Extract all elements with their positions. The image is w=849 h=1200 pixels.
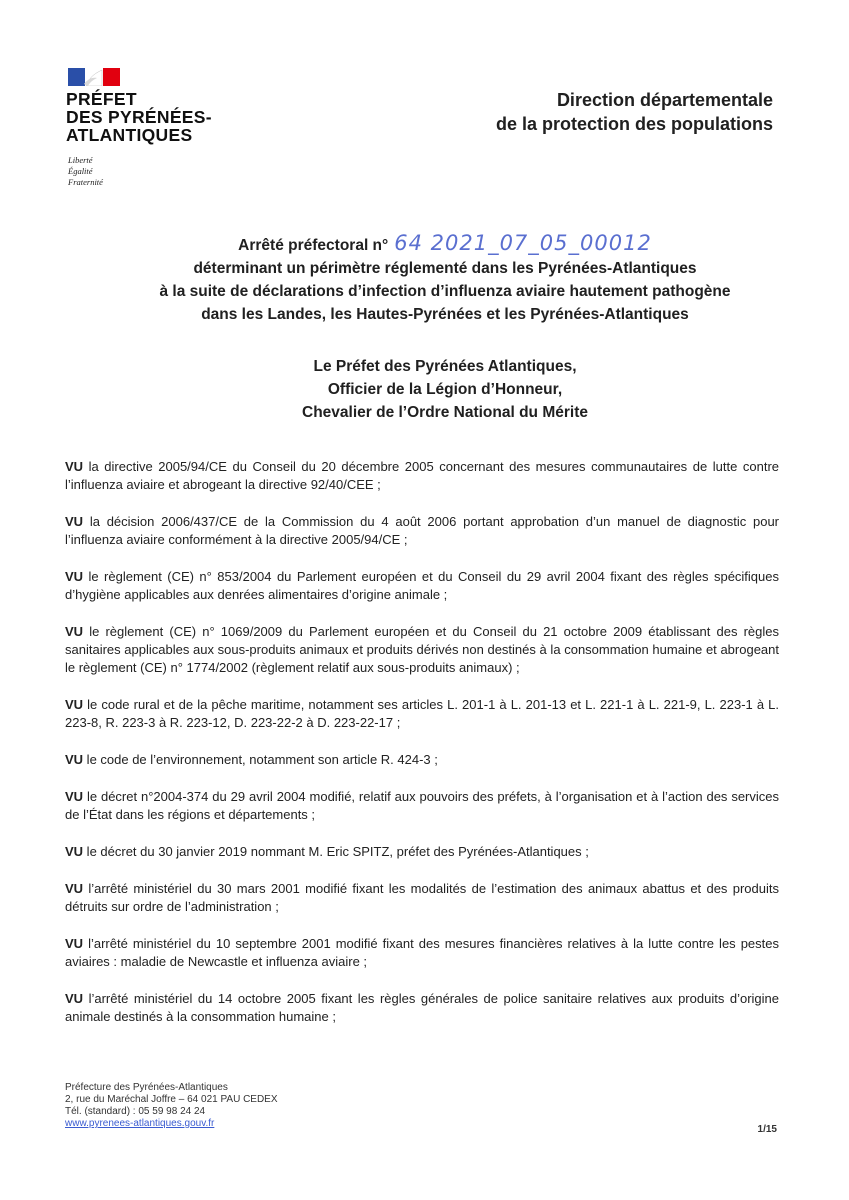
handwritten-number: 64 2021_07_05_00012 xyxy=(394,231,652,255)
arrete-line: dans les Landes, les Hautes-Pyrénées et les Pyrénées-Atlantiques xyxy=(201,306,689,323)
visa-paragraph xyxy=(65,880,779,916)
arrete-line: déterminant un périmètre réglementé dans les Pyrénées-Atlantiques xyxy=(193,260,697,277)
prefet-block xyxy=(150,355,740,424)
visa-paragraph xyxy=(65,990,779,1026)
visa-vu: VU xyxy=(65,844,84,859)
devise-egalite: Égalité xyxy=(68,166,93,176)
visa-paragraph xyxy=(65,458,779,494)
arrete-heading xyxy=(150,232,740,326)
visa-vu: VU xyxy=(65,514,84,529)
arrete-line: à la suite de déclarations d’infection d’influenza aviaire hautement pathogène xyxy=(159,283,731,300)
visa-paragraph xyxy=(65,751,779,769)
visa-text: l’arrêté ministériel du 10 septembre 2001 modifié fixant des mesures financières relatives à la lutte contre les pestes aviaires : maladie de Newcastle et influenza aviaire ; xyxy=(65,936,779,969)
visa-paragraph xyxy=(65,935,779,971)
visa-vu: VU xyxy=(65,752,84,767)
visa-paragraph xyxy=(65,568,779,604)
visa-text: le décret n°2004-374 du 29 avril 2004 modifié, relatif aux pouvoirs des préfets, à l’organisation et à l’action des services de l’État dans les régions et départements ; xyxy=(65,789,779,822)
footer-website-link[interactable]: www.pyrenees-atlantiques.gouv.fr xyxy=(65,1118,215,1129)
visa-vu: VU xyxy=(65,459,84,474)
page-number: 1/15 xyxy=(757,1124,777,1135)
footer-line: 2, rue du Maréchal Joffre – 64 021 PAU CEDEX xyxy=(65,1094,278,1105)
visa-text: la décision 2006/437/CE de la Commission du 4 août 2006 portant approbation d’un manuel de diagnostic pour l’influenza aviaire conformément à la directive 2005/94/CE ; xyxy=(65,514,779,547)
visa-vu: VU xyxy=(65,697,84,712)
direction-line: de la protection des populations xyxy=(495,114,773,134)
prefet-block-line: Officier de la Légion d’Honneur, xyxy=(327,381,563,398)
visa-text: le code rural et de la pêche maritime, notamment ses articles L. 201-1 à L. 201-13 et L. 221-1 à L. 221-9, L. 223-1 à L. 223-8, R. 223-3 à R. 223-12, D. 223-22-2 à D. 223-22-17 ; xyxy=(65,697,779,730)
prefet-block-line: Le Préfet des Pyrénées Atlantiques, xyxy=(313,358,577,375)
direction-line: Direction départementale xyxy=(556,90,773,110)
prefet-line: ATLANTIQUES xyxy=(66,125,193,145)
visa-text: le décret du 30 janvier 2019 nommant M. Eric SPITZ, préfet des Pyrénées-Atlantiques ; xyxy=(83,844,589,859)
visa-paragraph xyxy=(65,788,779,824)
visa-vu: VU xyxy=(65,991,84,1006)
visa-paragraph xyxy=(65,843,779,861)
visa-vu: VU xyxy=(65,789,84,804)
arrete-title-line xyxy=(150,232,740,257)
devise-liberte: Liberté xyxy=(68,155,93,165)
prefet-line: DES PYRÉNÉES- xyxy=(66,107,212,127)
footer-line: Préfecture des Pyrénées-Atlantiques xyxy=(65,1082,228,1093)
visa-paragraph xyxy=(65,623,779,677)
prefet-block-line: Chevalier de l’Ordre National du Mérite xyxy=(302,404,588,421)
visa-paragraph xyxy=(65,513,779,549)
devise-fraternite: Fraternité xyxy=(68,177,103,187)
visa-vu: VU xyxy=(65,624,84,639)
visa-text: l’arrêté ministériel du 14 octobre 2005 fixant les règles générales de police sanitaire relatives aux produits d’origine animale destinés à la consommation humaine ; xyxy=(65,991,779,1024)
visa-vu: VU xyxy=(65,881,84,896)
visa-text: le règlement (CE) n° 853/2004 du Parlement européen et du Conseil du 29 avril 2004 fixant des règles spécifiques d’hygiène applicables aux denrées alimentaires d’origine animale ; xyxy=(65,569,779,602)
visa-vu: VU xyxy=(65,936,84,951)
direction-title xyxy=(496,88,773,136)
visa-text: le code de l’environnement, notamment son article R. 424-3 ; xyxy=(83,752,438,767)
devise xyxy=(68,155,103,188)
prefet-title xyxy=(66,90,306,144)
visa-text: l’arrêté ministériel du 30 mars 2001 modifié fixant les modalités de l’estimation des animaux abattus et des produits détruits sur ordre de l’administration ; xyxy=(65,881,779,914)
prefet-line: PRÉFET xyxy=(66,89,137,109)
visa-text: la directive 2005/94/CE du Conseil du 20 décembre 2005 concernant des mesures communautaires de lutte contre l’influenza aviaire et abrogeant la directive 92/40/CEE ; xyxy=(65,459,779,492)
visas-list xyxy=(65,458,779,1026)
visa-paragraph xyxy=(65,696,779,732)
footer-line: Tél. (standard) : 05 59 98 24 24 xyxy=(65,1106,206,1117)
visa-vu: VU xyxy=(65,569,84,584)
marianne-logo-icon xyxy=(68,68,120,86)
footer-address xyxy=(65,1082,278,1130)
arrete-title-prefix: Arrêté préfectoral n° xyxy=(238,237,389,254)
visa-text: le règlement (CE) n° 1069/2009 du Parlement européen et du Conseil du 21 octobre 2009 établissant des règles sanitaires applicables aux sous-produits animaux et produits dérivés non destinés à la consommation humaine et abrogeant le règlement (CE) n° 1774/2002 (règlement relatif aux sous-produits animaux) ; xyxy=(65,624,779,675)
